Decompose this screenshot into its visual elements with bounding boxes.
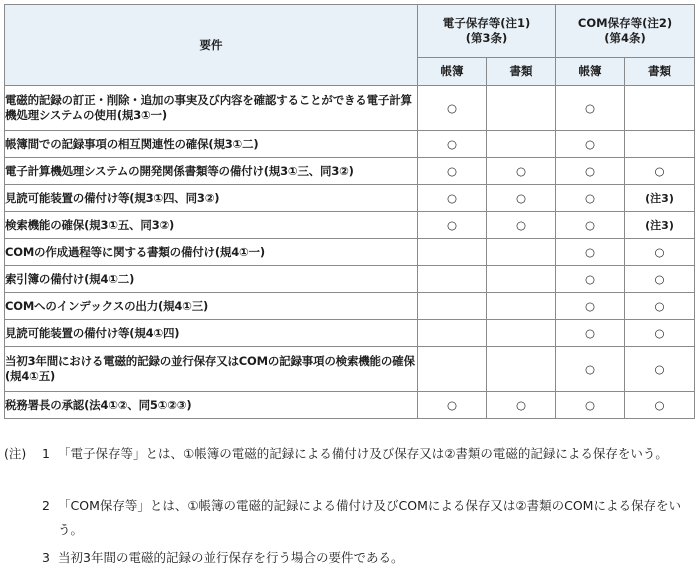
table-row (5, 86, 695, 131)
header-com-storage-article: (第4条) (604, 31, 646, 45)
mark-cell: (注3) (625, 185, 695, 212)
mark-cell: (注3) (625, 212, 695, 239)
mark-cell (487, 266, 556, 293)
mark-cell: ○ (556, 212, 625, 239)
note-text: 「電子保存等」とは、①帳簿の電磁的記録による備付け及び保存又は②書類の電磁的記録による保存をいう。 (58, 446, 668, 461)
header-com-storage-title: COM保存等(注2) (577, 16, 673, 30)
requirement-cell: COMへのインデックスの出力(規4①三) (5, 293, 418, 320)
mark-cell: ○ (418, 185, 487, 212)
table-row (5, 158, 695, 185)
header-electronic-storage-article: (第3条) (465, 31, 508, 45)
note-text: 「COM保存等」とは、①帳簿の電磁的記録による備付け及びCOMによる保存又は②書類のCOMによる保存をいう。 (58, 498, 681, 537)
table-row (5, 131, 695, 158)
note-item (42, 546, 694, 570)
requirement-cell: 税務署長の承認(法4①②、同5①②③) (5, 392, 418, 419)
note-number: 3 (42, 550, 50, 565)
requirement-cell: 見読可能装置の備付け等(規4①四) (5, 320, 418, 347)
mark-cell: ○ (487, 392, 556, 419)
table-row (5, 212, 695, 239)
requirement-cell: 帳簿間での記録事項の相互関連性の確保(規3①二) (5, 131, 418, 158)
table-row (5, 239, 695, 266)
mark-cell: ○ (625, 158, 695, 185)
header-documents-1: 書類 (487, 58, 556, 86)
mark-cell: ○ (556, 131, 625, 158)
requirement-cell: 当初3年間における電磁的記録の並行保存又はCOMの記録事項の検索機能の確保(規4①五) (5, 347, 418, 392)
requirement-cell: 電子計算機処理システムの開発関係書類等の備付け(規3①三、同3②) (5, 158, 418, 185)
mark-cell: ○ (625, 266, 695, 293)
mark-cell (418, 239, 487, 266)
requirement-cell: 検索機能の確保(規3①五、同3②) (5, 212, 418, 239)
mark-cell (625, 86, 695, 131)
header-electronic-storage-title: 電子保存等(注1) (442, 16, 531, 30)
mark-cell (625, 131, 695, 158)
header-requirement: 要件 (5, 5, 418, 86)
mark-cell: ○ (418, 392, 487, 419)
mark-cell: ○ (625, 392, 695, 419)
mark-cell: ○ (556, 293, 625, 320)
mark-cell (487, 347, 556, 392)
table-row (5, 293, 695, 320)
mark-cell: ○ (556, 320, 625, 347)
mark-cell: ○ (625, 320, 695, 347)
table-row (5, 320, 695, 347)
header-com-storage (556, 5, 695, 58)
mark-cell: ○ (556, 185, 625, 212)
notes-label: (注) (4, 446, 27, 461)
mark-cell: ○ (556, 86, 625, 131)
note-number: 1 (42, 446, 50, 461)
mark-cell: ○ (487, 185, 556, 212)
requirements-table (4, 4, 695, 419)
header-electronic-storage (418, 5, 556, 58)
header-ledger-1: 帳簿 (418, 58, 487, 86)
mark-cell (487, 86, 556, 131)
note-number: 2 (42, 498, 50, 513)
mark-cell: ○ (625, 239, 695, 266)
mark-cell (487, 320, 556, 347)
mark-cell: ○ (556, 392, 625, 419)
mark-cell (418, 293, 487, 320)
requirement-cell: 見読可能装置の備付け等(規3①四、同3②) (5, 185, 418, 212)
mark-cell: ○ (556, 158, 625, 185)
mark-cell: ○ (418, 212, 487, 239)
mark-cell: ○ (418, 131, 487, 158)
mark-cell: ○ (418, 86, 487, 131)
mark-cell: ○ (487, 212, 556, 239)
header-documents-2: 書類 (625, 58, 695, 86)
mark-cell (418, 266, 487, 293)
mark-cell: ○ (418, 158, 487, 185)
requirement-cell: COMの作成過程等に関する書類の備付け(規4①一) (5, 239, 418, 266)
mark-cell: ○ (487, 158, 556, 185)
mark-cell (487, 131, 556, 158)
note-text: 当初3年間の電磁的記録の並行保存を行う場合の要件である。 (58, 550, 404, 565)
mark-cell: ○ (625, 347, 695, 392)
mark-cell: ○ (556, 239, 625, 266)
mark-cell (487, 239, 556, 266)
note-item (42, 442, 694, 466)
mark-cell: ○ (556, 266, 625, 293)
table-row (5, 347, 695, 392)
header-ledger-2: 帳簿 (556, 58, 625, 86)
mark-cell: ○ (556, 347, 625, 392)
mark-cell (418, 320, 487, 347)
mark-cell: ○ (625, 293, 695, 320)
table-row (5, 392, 695, 419)
mark-cell (418, 347, 487, 392)
table-row (5, 266, 695, 293)
note-item (42, 494, 694, 542)
mark-cell (487, 293, 556, 320)
requirement-cell: 索引簿の備付け(規4①二) (5, 266, 418, 293)
requirement-cell: 電磁的記録の訂正・削除・追加の事実及び内容を確認することができる電子計算機処理システムの使用(規3①一) (5, 86, 418, 131)
table-row (5, 185, 695, 212)
